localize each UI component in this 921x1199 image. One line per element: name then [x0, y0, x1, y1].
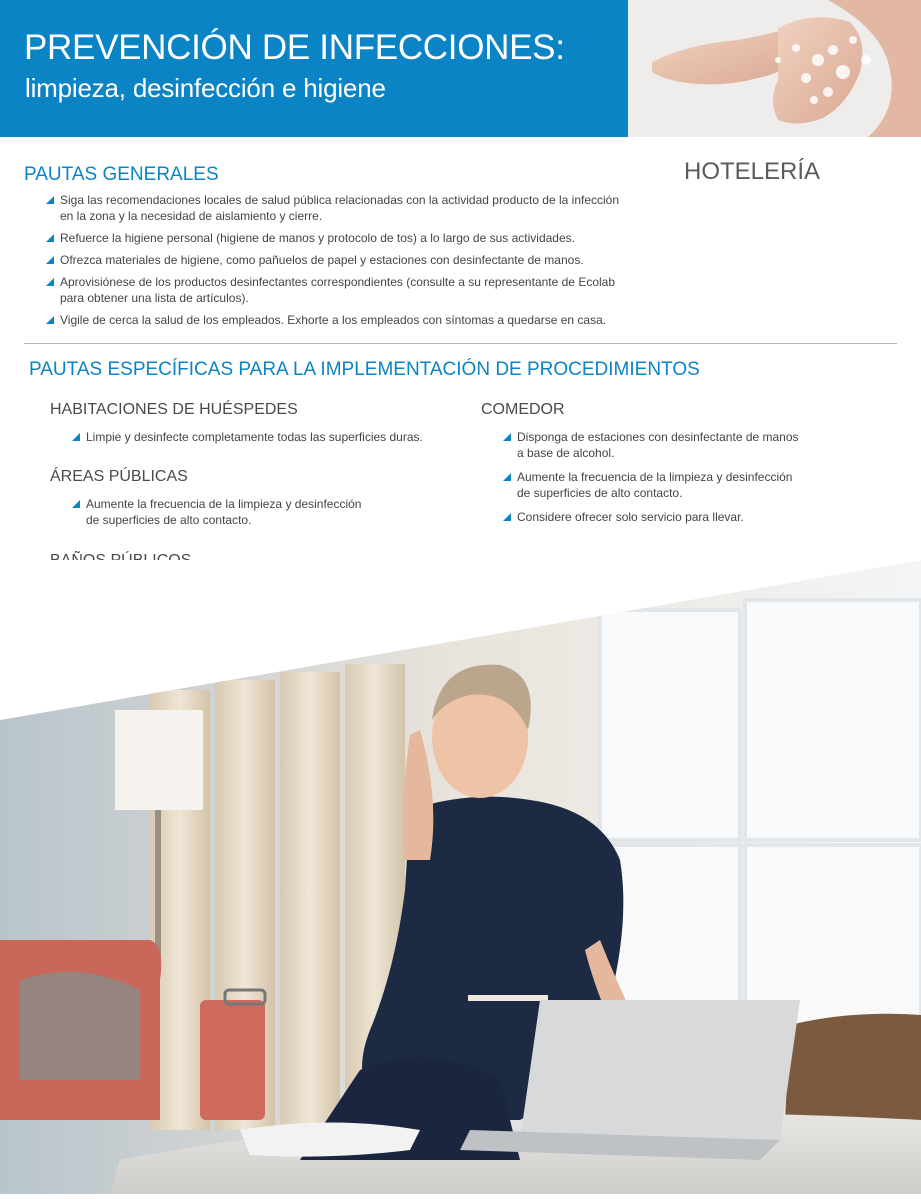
bullet-triangle-icon	[46, 316, 54, 324]
dining-list	[503, 429, 813, 533]
sector-label: HOTELERÍA	[684, 158, 821, 185]
dining-title: COMEDOR	[481, 401, 565, 418]
list-item: Refuerce la higiene personal (higiene de manos y protocolo de tos) a lo largo de sus actividades.	[46, 230, 636, 246]
header-banner	[0, 0, 628, 137]
general-guidelines-title: PAUTAS GENERALES	[24, 164, 219, 185]
general-guidelines-list	[46, 192, 636, 334]
list-item: Aprovisiónese de los productos desinfectantes correspondientes (consulte a su representante de Ecolab para obtener una lista de artículos).	[46, 274, 636, 306]
list-item: Ofrezca materiales de higiene, como pañuelos de papel y estaciones con desinfectante de manos.	[46, 252, 636, 268]
section-divider	[24, 343, 897, 344]
list-item: Siga las recomendaciones locales de salud pública relacionadas con la actividad producto de la infección en la zona y la necesidad de aislamiento y cierre.	[46, 192, 636, 224]
list-item: Aumente la frecuencia de la limpieza y desinfección de superficies de alto contacto.	[72, 496, 392, 528]
bullet-triangle-icon	[46, 278, 54, 286]
list-item: Considere ofrecer solo servicio para llevar.	[503, 509, 813, 525]
bullet-triangle-icon	[46, 196, 54, 204]
bullet-triangle-icon	[46, 256, 54, 264]
list-item: Vigile de cerca la salud de los empleados. Exhorte a los empleados con síntomas a quedarse en casa.	[46, 312, 636, 328]
bullet-triangle-icon	[503, 473, 511, 481]
guest-rooms-list	[72, 429, 452, 445]
hands-washing-photo	[628, 0, 921, 137]
list-item: Limpie y desinfecte completamente todas las superficies duras.	[72, 429, 452, 445]
public-areas-title: ÁREAS PÚBLICAS	[50, 468, 188, 485]
bullet-triangle-icon	[503, 513, 511, 521]
bullet-triangle-icon	[46, 234, 54, 242]
guest-rooms-title: HABITACIONES DE HUÉSPEDES	[50, 401, 298, 418]
hotel-room-photo	[0, 560, 921, 1194]
specific-guidelines-title: PAUTAS ESPECÍFICAS PARA LA IMPLEMENTACIÓN DE PROCEDIMIENTOS	[29, 359, 700, 380]
page-subtitle: limpieza, desinfección e higiene	[25, 73, 386, 103]
list-item: Disponga de estaciones con desinfectante de manos a base de alcohol.	[503, 429, 813, 461]
bullet-triangle-icon	[503, 433, 511, 441]
bullet-triangle-icon	[72, 433, 80, 441]
public-areas-list	[72, 496, 392, 528]
list-item: Aumente la frecuencia de la limpieza y desinfección de superficies de alto contacto.	[503, 469, 813, 501]
bullet-triangle-icon	[72, 500, 80, 508]
page-title: PREVENCIÓN DE INFECCIONES:	[24, 28, 565, 67]
